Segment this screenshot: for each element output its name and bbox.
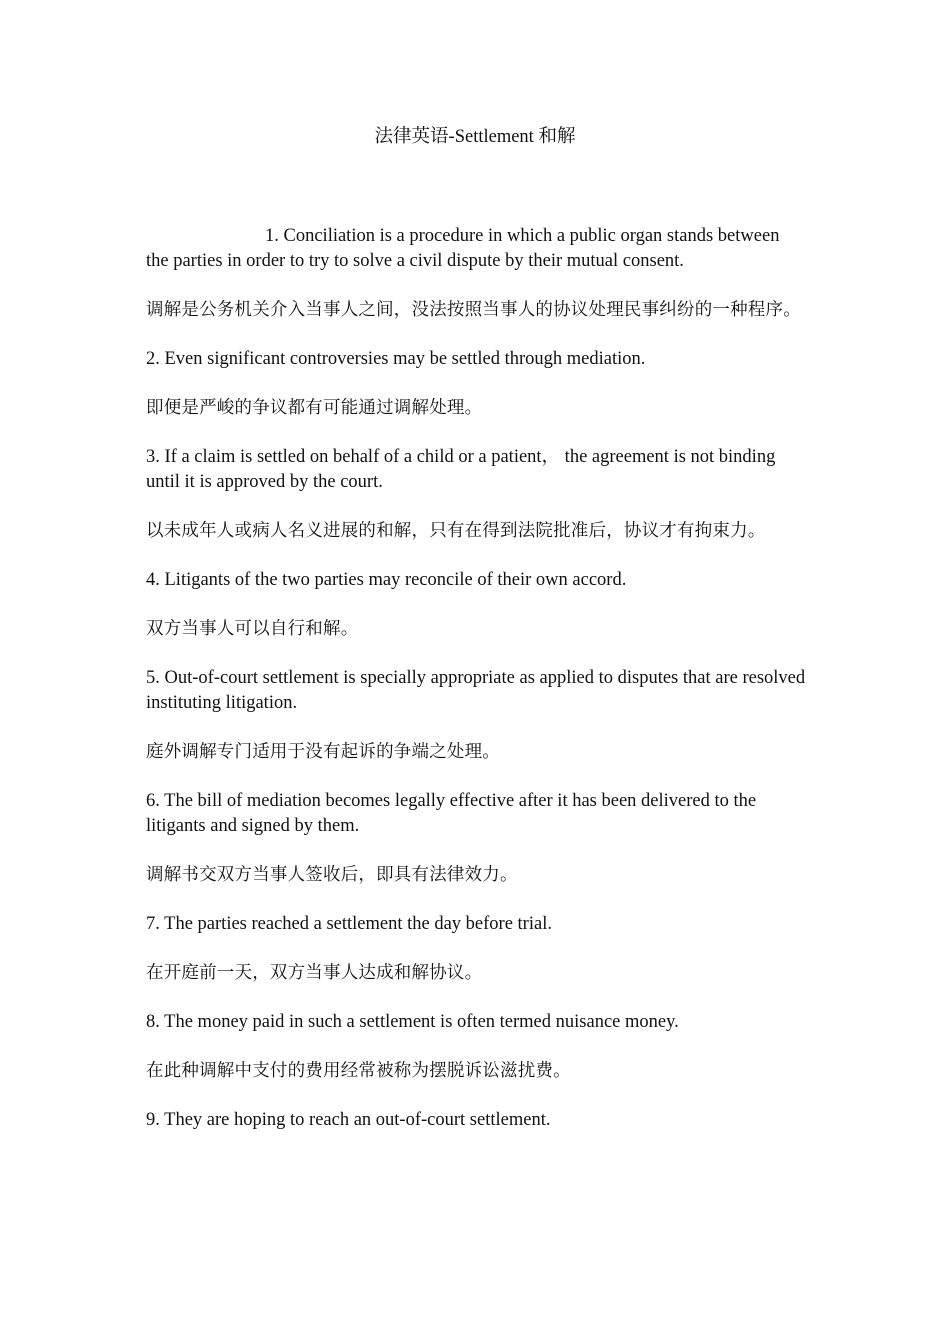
paragraph-6-en: 6. The bill of mediation becomes legally effective after it has been delivered to the litigants and signed by them. <box>146 791 757 836</box>
paragraph-8-cn: 在此种调解中支付的费用经常被称为摆脱诉讼滋扰费。 <box>146 1061 571 1081</box>
paragraph-4-en: 4. Litigants of the two parties may reconcile of their own accord. <box>146 570 627 590</box>
paragraph-2-cn: 即便是严峻的争议都有可能通过调解处理。 <box>146 398 483 418</box>
paragraph-5-en: 5. Out-of-court settlement is specially appropriate as applied to disputes that are resolved instituting litigation. <box>146 668 806 713</box>
paragraph-4-cn: 双方当事人可以自行和解。 <box>146 619 359 639</box>
paragraph-2-en: 2. Even significant controversies may be settled through mediation. <box>146 349 646 369</box>
paragraph-3-en: 3. If a claim is settled on behalf of a child or a patient， the agreement is not binding until it is approved by the court. <box>146 447 776 492</box>
paragraph-7-cn: 在开庭前一天，双方当事人达成和解协议。 <box>146 963 483 983</box>
paragraph-9-en: 9. They are hoping to reach an out-of-court settlement. <box>146 1110 551 1130</box>
paragraph-6-cn: 调解书交双方当事人签收后，即具有法律效力。 <box>146 865 518 885</box>
paragraph-1-cn: 调解是公务机关介入当事人之间，没法按照当事人的协议处理民事纠纷的一种程序。 <box>146 300 801 320</box>
paragraph-5-cn: 庭外调解专门适用于没有起诉的争端之处理。 <box>146 742 500 762</box>
paragraph-3-cn: 以未成年人或病人名义进展的和解，只有在得到法院批准后，协议才有拘束力。 <box>146 521 766 541</box>
paragraph-1-en: 1. Conciliation is a procedure in which a public organ stands between the parties in order to try to solve a civil dispute by their mutual consent. <box>146 226 780 271</box>
paragraph-7-en: 7. The parties reached a settlement the day before trial. <box>146 914 552 934</box>
document-title: 法律英语-Settlement 和解 <box>374 127 576 147</box>
paragraph-8-en: 8. The money paid in such a settlement is often termed nuisance money. <box>146 1012 679 1032</box>
document-body <box>146 224 806 1157</box>
